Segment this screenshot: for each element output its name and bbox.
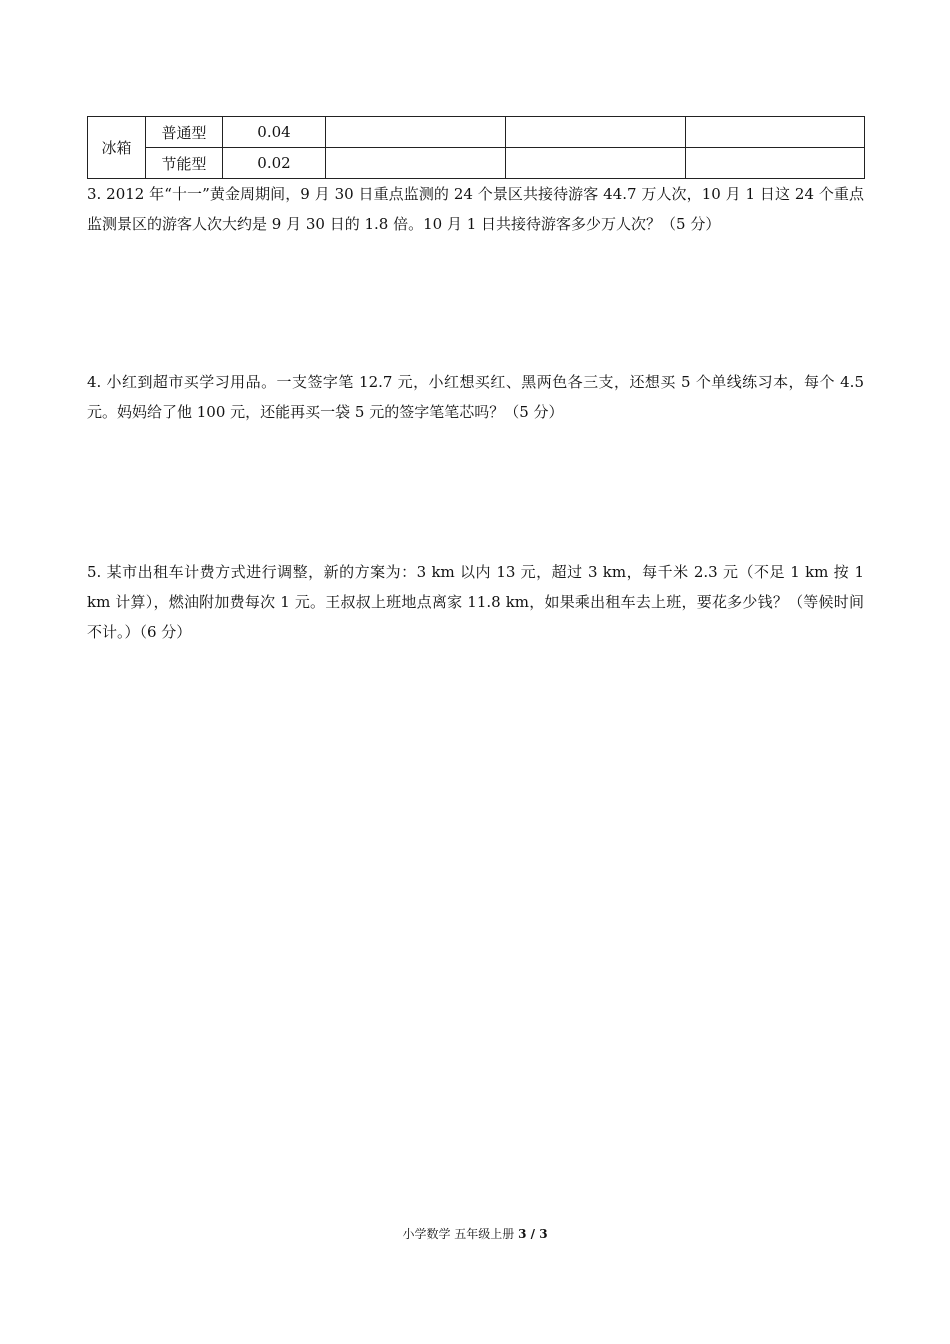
type-cell: 普通型: [146, 117, 223, 148]
page-footer: [0, 1226, 950, 1242]
appliance-table: [87, 116, 865, 179]
question-4: 4. 小红到超市买学习用品。一支签字笔 12.7 元，小红想买红、黑两色各三支，还想买 5 个单线练习本，每个 4.5 元。妈妈给了他 100 元，还能再买一袋 5 元的签字笔笔芯吗？（5 分）: [87, 373, 864, 421]
group-label-cell: 冰箱: [88, 117, 146, 179]
value-cell: 0.04: [223, 117, 326, 148]
page-number: 3 / 3: [518, 1227, 548, 1241]
table-row: [88, 148, 865, 179]
question-3: 3. 2012 年“十一”黄金周期间，9 月 30 日重点监测的 24 个景区共接待游客 44.7 万人次，10 月 1 日这 24 个重点监测景区的游客人次大约是 9 月 30 日的 1.8 倍。10 月 1 日共接待游客多少万人次？（5 分）: [87, 185, 864, 233]
value-cell: 0.02: [223, 148, 326, 179]
blank-cell: [686, 117, 865, 148]
blank-cell: [686, 148, 865, 179]
blank-cell: [326, 117, 506, 148]
question-5: 5. 某市出租车计费方式进行调整，新的方案为：3 km 以内 13 元，超过 3 km，每千米 2.3 元（不足 1 km 按 1 km 计算），燃油附加费每次 1 元。王叔叔上班地点离家 11.8 km，如果乘出租车去上班，要花多少钱？（等候时间不计。）（6 分）: [87, 563, 864, 641]
blank-cell: [506, 148, 686, 179]
blank-cell: [506, 117, 686, 148]
blank-cell: [326, 148, 506, 179]
footer-subject: 小学数学 五年级上册: [402, 1227, 515, 1241]
table-row: [88, 117, 865, 148]
type-cell: 节能型: [146, 148, 223, 179]
